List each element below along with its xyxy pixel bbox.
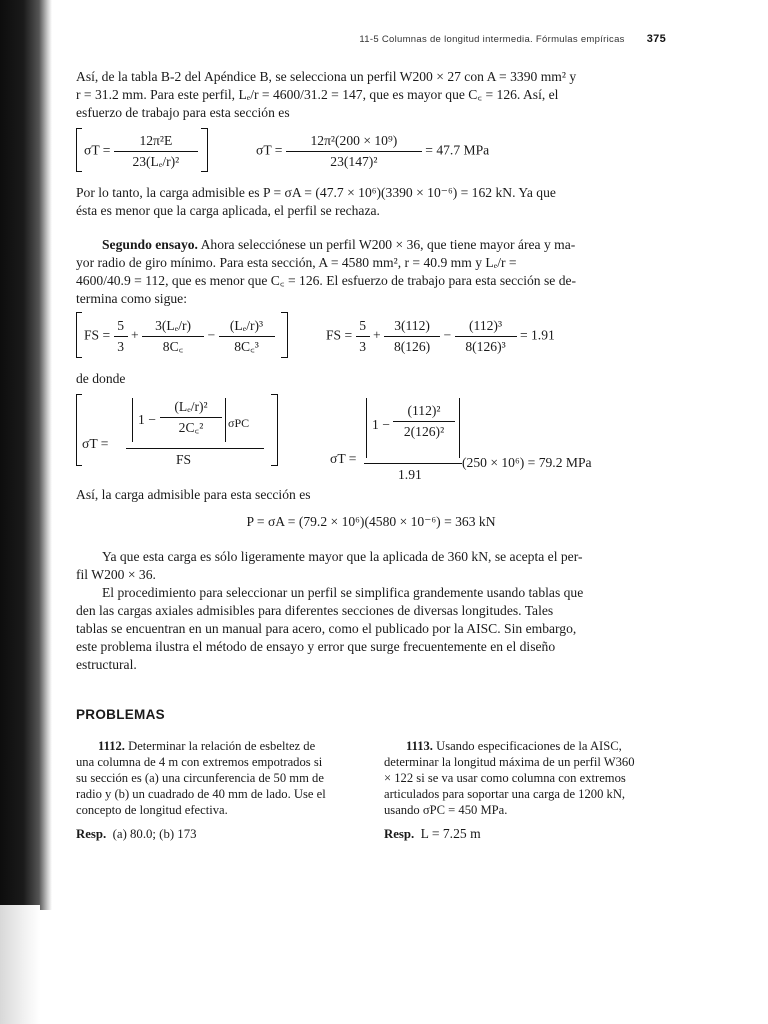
paragraph-3: Segundo ensayo. Ahora selecciónese un perfil W200 × 36, que tiene mayor área y ma- yor radio de giro mínimo. Para esta sección, A = 4580 mm², r = 40.9 mm y Lₑ/r = 4600/40.9 = 112, que es menor que C꜀ = 126. El esfuerzo de trabajo para esta sección se de- termina como sigue: (76, 237, 577, 306)
paragraph-4: Así, la carga admisible para esta sección es (76, 487, 311, 502)
problem-1112-answer: Resp. (a) 80.0; (b) 173 (76, 827, 197, 841)
running-head (76, 30, 666, 49)
equation-2-numeric: FS = $\frac{5}{3}$ + $\frac{3(112)}{8(126)}$ − $\frac{\text{(112)³}}{\text{8(126)³}}$ = 1.91 (326, 318, 555, 354)
paragraph-2: Por lo tanto, la carga admisible es P = σA = (47.7 × 10⁶)(3390 × 10⁻⁶) = 162 kN. Ya que ésta es menor que la carga aplicada, el perfil se rechaza. (76, 185, 556, 218)
scan-edge-fade (0, 905, 40, 1024)
equation-1-numeric: σT = $\frac{\text{12π²(200 × 10⁹)}}{\text{23(147)²}}$ = 47.7 MPa (256, 133, 490, 169)
de-donde: de donde (76, 371, 126, 386)
problem-1113: 1113. Usando especificaciones de la AISC, determinar la longitud máxima de un perfil W360 × 122 si se va usar como columna con extremos articulados para soportar una carga de 1200 kN, usando σPC = 450 MPa. (384, 739, 635, 817)
paragraph-5: Ya que esta carga es sólo ligeramente mayor que la aplicada de 360 kN, se acepta el per- fil W200 × 36. (76, 549, 583, 582)
problem-1112: 1112. Determinar la relación de esbeltez de una columna de 4 m con extremos empotrados si su sección es (a) una circunferencia de 50 mm de radio y (b) un cuadrado de 40 mm de lado. Use el concepto de longitud efectiva. (76, 739, 326, 817)
paragraph-1: Así, de la tabla B-2 del Apéndice B, se selecciona un perfil W200 × 27 con A = 3390 mm² y r = 31.2 mm. Para este perfil, Lₑ/r = 4600/31.2 = 147, que es mayor que C꜀ = 126. Así, el esfuerzo de trabajo para esta sección es (76, 69, 577, 120)
scan-edge-shadow (0, 0, 52, 910)
paragraph-6: El procedimiento para seleccionar un perfil se simplifica grandemente usando tablas que den las cargas axiales admisibles para diferentes secciones de diversas longitudes. Tales tablas se encuentran en un manual para acero, como el publicado por la AISC. Sin embargo, este problema ilustra el método de ensayo y error que surge frecuentemente en el diseño estructural. (76, 585, 584, 672)
equation-4: P = σA = (79.2 × 10⁶)(4580 × 10⁻⁶) = 363 kN (246, 514, 496, 529)
problem-1113-answer: Resp. L = 7.25 m (384, 826, 481, 841)
problems-heading: PROBLEMAS (76, 707, 165, 722)
section-title: 11-5 Columnas de longitud intermedia. Fórmulas empíricas (359, 34, 625, 45)
page-number: 375 (646, 33, 666, 45)
